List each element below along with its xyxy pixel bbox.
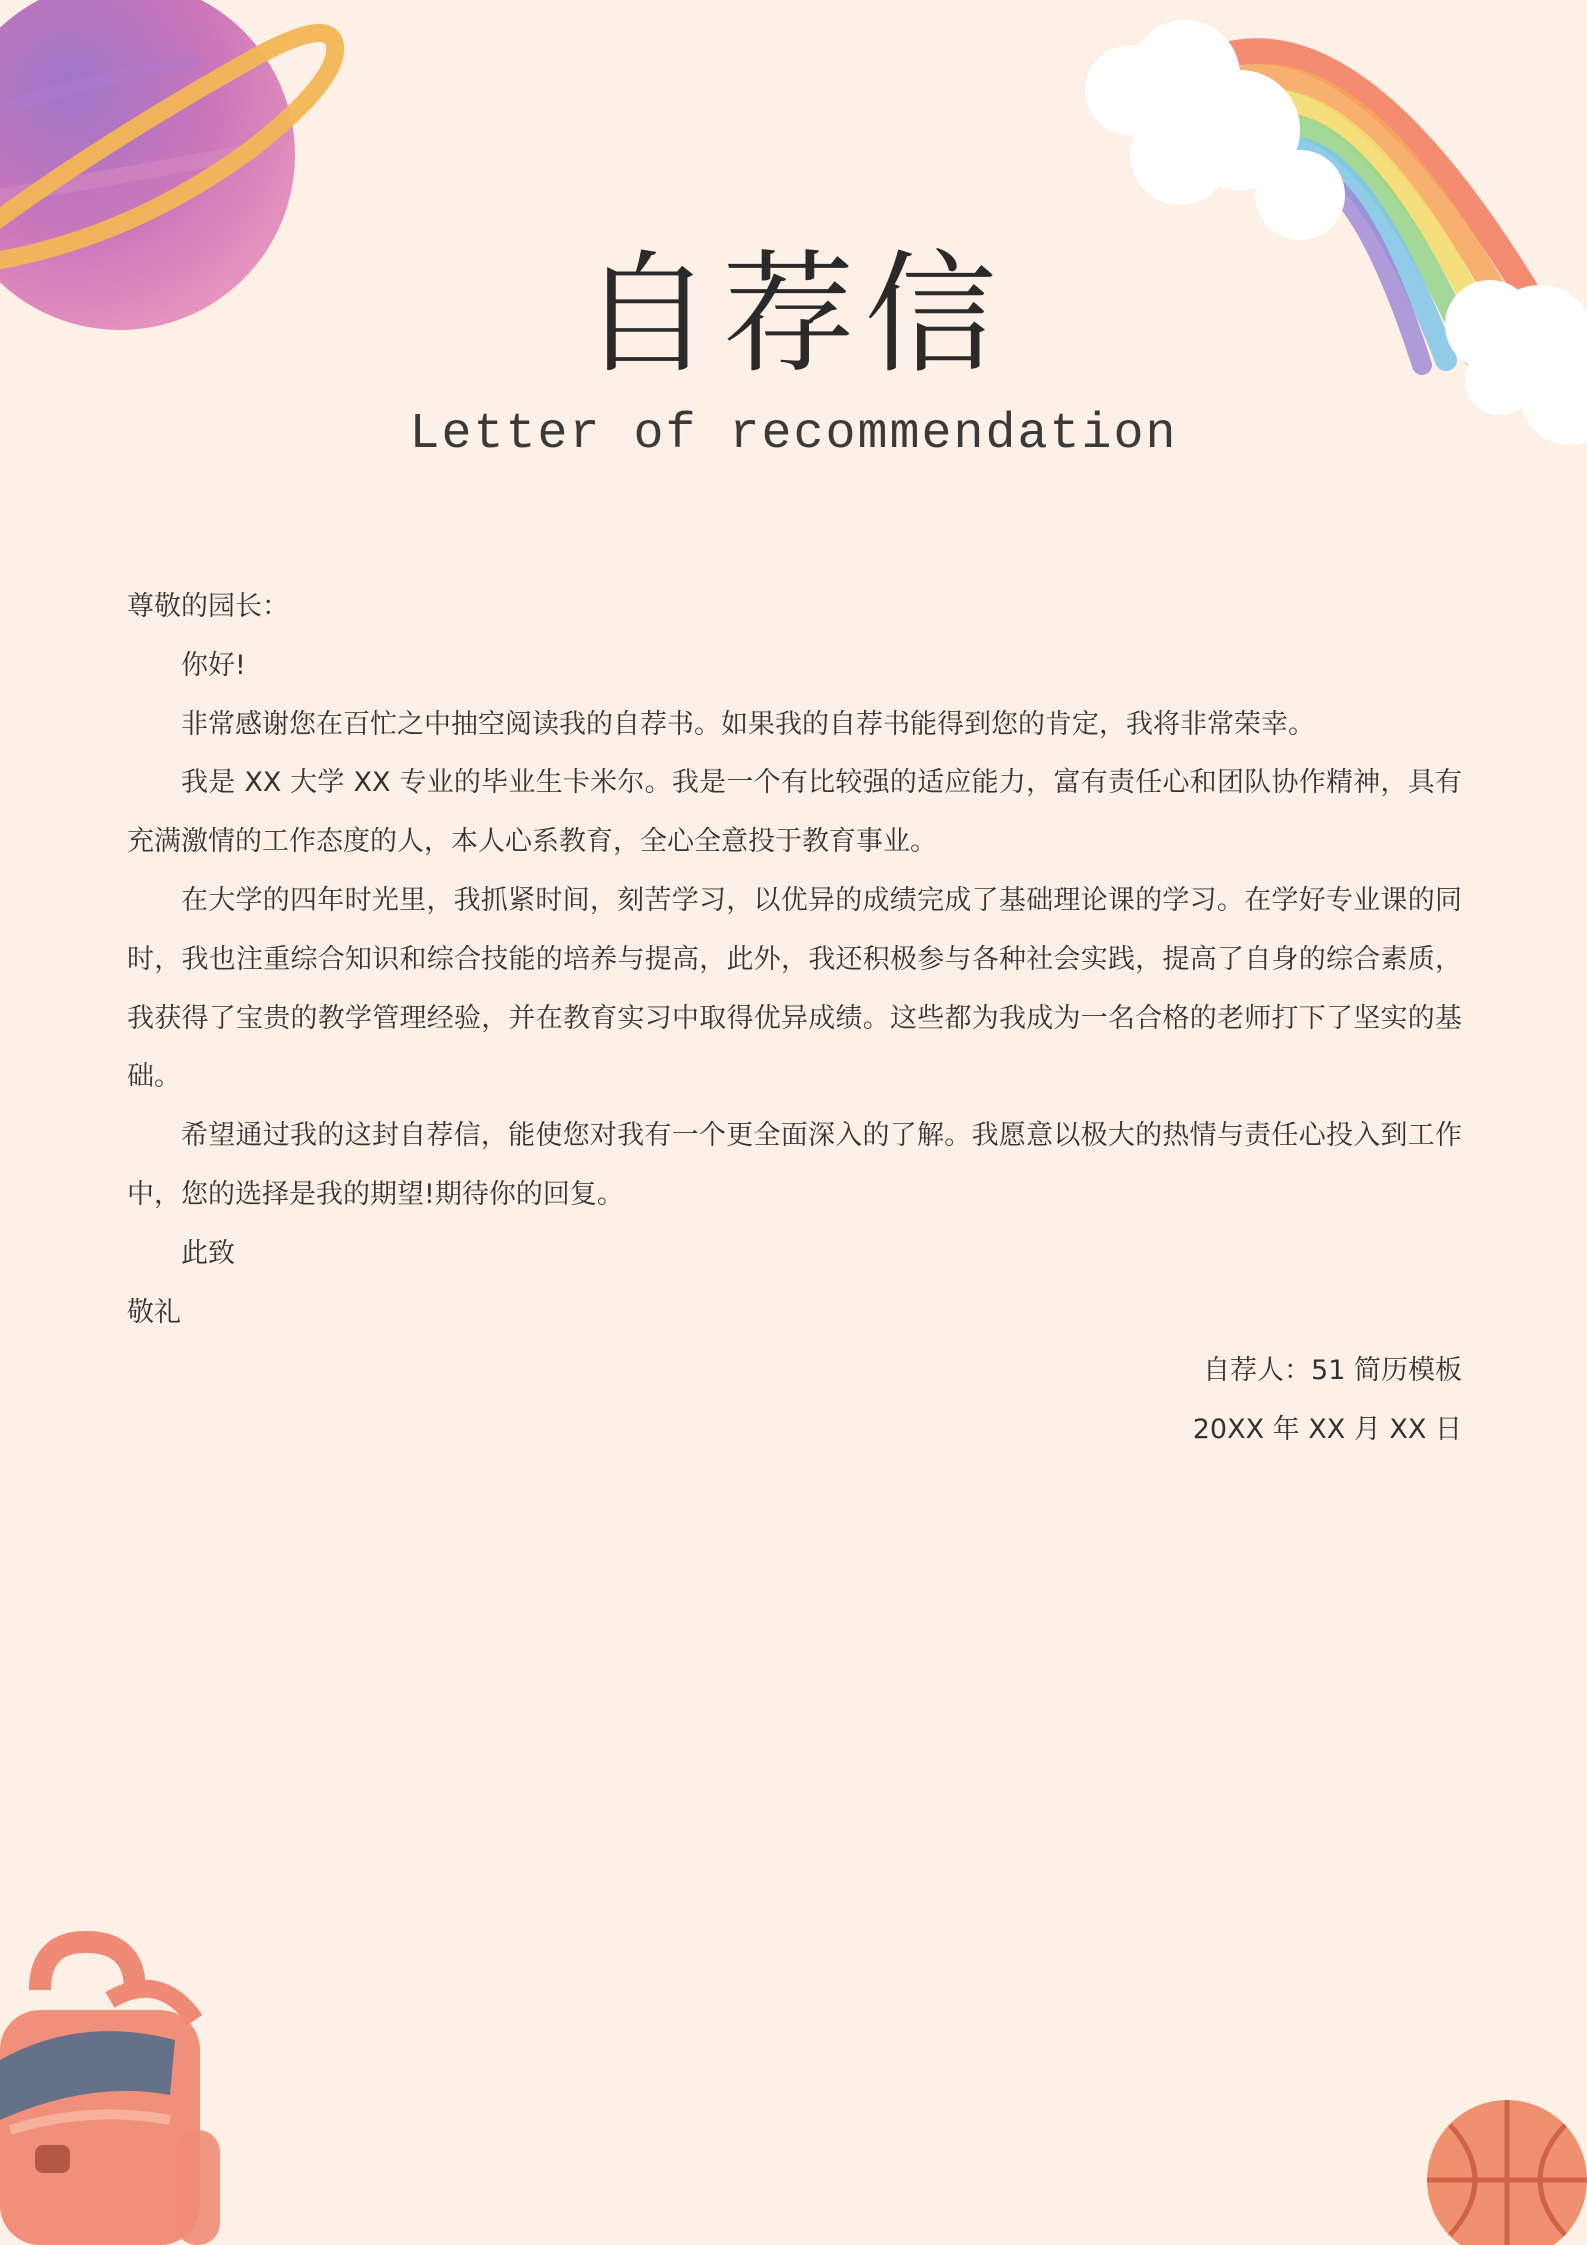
signature: 自荐人：51 简历模板 (1203, 1355, 1462, 1387)
closing-line-1: 此致 (181, 1237, 235, 1269)
basketball-illustration (1425, 2085, 1587, 2245)
letter-body (127, 578, 1462, 1460)
paragraph: 我是 XX 大学 XX 专业的毕业生卡米尔。我是一个有比较强的适应能力，富有责任心和团队协作精神，具有充满激情的工作态度的人，本人心系教育，全心全意投于教育事业。 (127, 767, 1462, 858)
paragraph: 非常感谢您在百忙之中抽空阅读我的自荐书。如果我的自荐书能得到您的肯定，我将非常荣幸。 (181, 708, 1315, 740)
rainbow-illustration (1070, 0, 1587, 460)
closing-line-2: 敬礼 (127, 1296, 181, 1328)
paragraph: 希望通过我的这封自荐信，能使您对我有一个更全面深入的了解。我愿意以极大的热情与责任心投入到工作中，您的选择是我的期望!期待你的回复。 (127, 1120, 1462, 1210)
page-subtitle: Letter of recommendation (409, 406, 1178, 463)
greeting: 你好! (181, 649, 246, 681)
paragraph: 在大学的四年时光里，我抓紧时间，刻苦学习，以优异的成绩完成了基础理论课的学习。在学好专业课的同时，我也注重综合知识和综合技能的培养与提高，此外，我还积极参与各种社会实践，提高了自身的综合素质，我获得了宝贵的教学管理经验，并在教育实习中取得优异成绩。这些都为我成为一名合格的老师打下了坚实的基础。 (127, 884, 1462, 1093)
salutation: 尊敬的园长： (127, 591, 289, 622)
page-title: 自荐信 (580, 238, 1007, 392)
date: 20XX 年 XX 月 XX 日 (1192, 1414, 1462, 1446)
backpack-illustration (0, 1930, 230, 2245)
